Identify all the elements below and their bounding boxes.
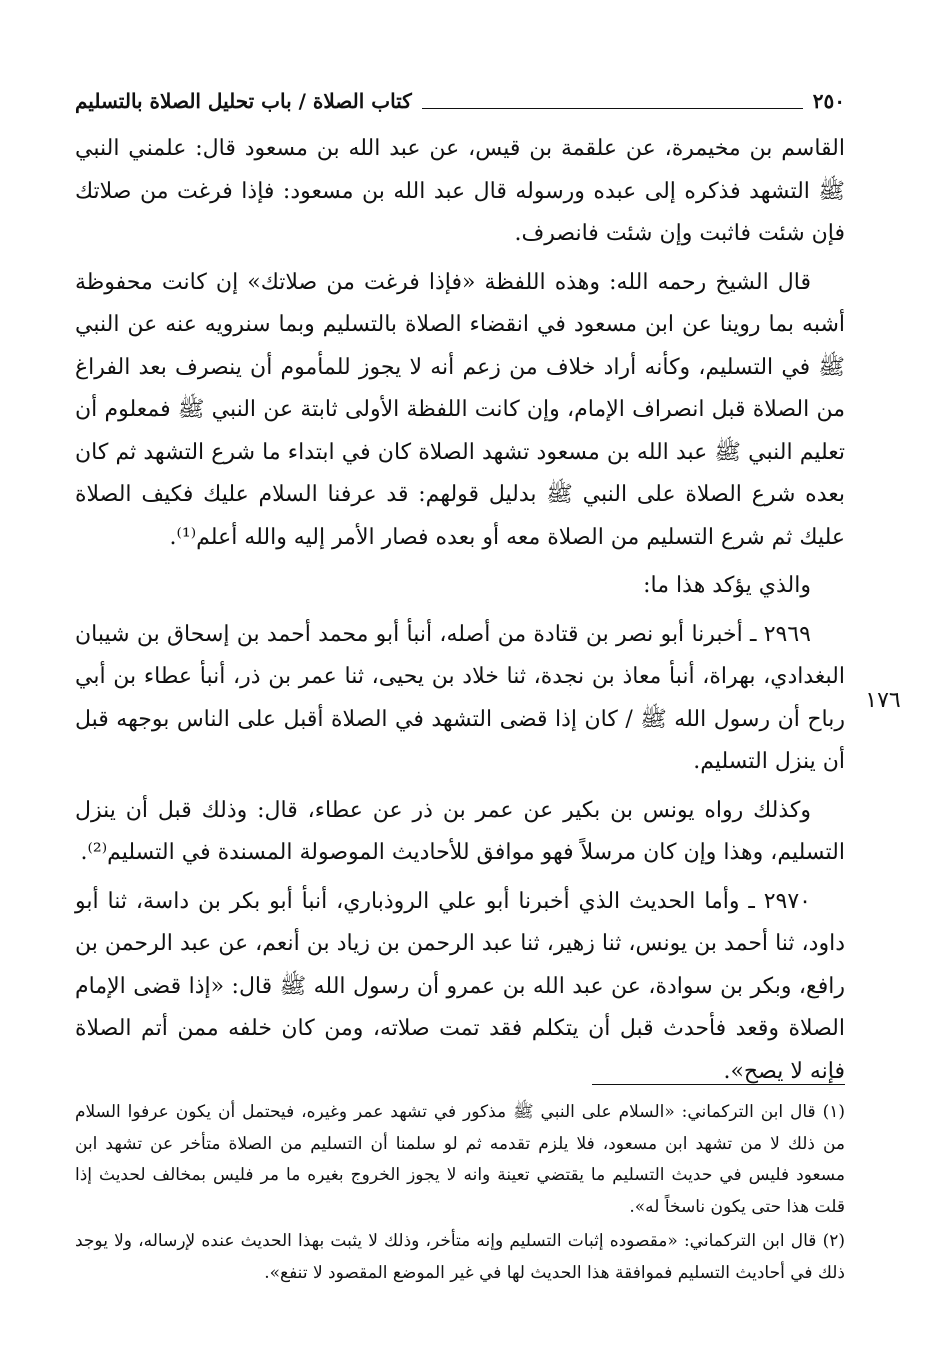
footnote-divider <box>592 1084 845 1085</box>
paragraph: والذي يؤكد هذا ما: <box>643 573 811 598</box>
main-text <box>75 128 845 1099</box>
margin-page-marker: ١٧٦ <box>865 688 901 713</box>
header-rule <box>422 94 803 109</box>
footnote-2: (٢) قال ابن التركماني: «مقصوده إثبات التسليم وإنه متأخر، وذلك لا يثبت بهذا الحديث عنده لإرساله، ولا يوجد ذلك في أحاديث التسليم فموافقة هذا الحديث لها في غير الموضع المقصود لا تنفع». <box>75 1231 845 1283</box>
running-header <box>75 84 845 118</box>
footnote-1: (١) قال ابن التركماني: «السلام على النبي ﷺ مذكور في تشهد عمر وغيره، فيحتمل أن يكون عرفوا السلام من ذلك لا من تشهد ابن مسعود، فلا يلزم تقدمه ثم لو سلمنا أن التسليم من الصلاة متأخر عن تشهد ابن مسعود فليس في حديث التسليم ما يقتضي تعينة وانه لا يجوز الخروج بغيره ما مر فليس بمخالف لحديث إذا قلت هذا حتى يكون ناسخاً له». <box>75 1102 845 1217</box>
paragraph: وكذلك رواه يونس بن بكير عن عمر بن ذر عن عطاء، قال: وذلك قبل أن ينزل التسليم، وهذا وإن كان مرسلاً فهو موافق للأحاديث الموصولة المسندة في التسليم⁽²⁾. <box>75 797 845 865</box>
footnotes <box>75 1097 845 1292</box>
page-number: ٢٥٠ <box>812 89 845 113</box>
hadith-2969: ٢٩٦٩ ـ أخبرنا أبو نصر بن قتادة من أصله، أنبأ أبو محمد أحمد بن إسحاق بن شيبان البغدادي، بهراة، أنبأ معاذ بن نجدة، ثنا خلاد بن يحيى، ثنا عمر بن ذر، أنبأ عطاء بن أبي رباح أن رسول الله ﷺ / كان إذا قضى التشهد في الصلاة أقبل على الناس بوجهه قبل أن ينزل التسليم. <box>75 621 845 774</box>
running-title: كتاب الصلاة / باب تحليل الصلاة بالتسليم <box>75 89 412 113</box>
paragraph: قال الشيخ رحمه الله: وهذه اللفظة «فإذا فرغت من صلاتك» إن كانت محفوظة أشبه بما روينا عن ابن مسعود في انقضاء الصلاة بالتسليم وبما سنرويه عنه عن النبي ﷺ في التسليم، وكأنه أراد خلاف من زعم أنه لا يجوز للمأموم أن ينصرف بعد الفراغ من الصلاة قبل انصراف الإمام، وإن كانت اللفظة الأولى ثابتة عن النبي ﷺ فمعلوم أن تعليم النبي ﷺ عبد الله بن مسعود تشهد الصلاة كان في ابتداء ما شرع التشهد ثم كان بعده شرع الصلاة على النبي ﷺ بدليل قولهم: قد عرفنا السلام عليك فكيف الصلاة عليك ثم شرع التسليم من الصلاة معه أو بعده فصار الأمر إليه والله أعلم⁽¹⁾. <box>75 269 845 550</box>
hadith-2970: ٢٩٧٠ ـ وأما الحديث الذي أخبرنا أبو علي الروذباري، أنبأ أبو بكر بن داسة، ثنا أبو داود، ثنا أحمد بن يونس، ثنا زهير، ثنا عبد الرحمن بن زياد بن أنعم، عن عبد الرحمن بن رافع، وبكر بن سوادة، عن عبد الله بن عمرو أن رسول الله ﷺ قال: «إذا قضى الإمام الصلاة وقعد فأحدث قبل أن يتكلم فقد تمت صلاته، ومن كان خلفه ممن أتم الصلاة فإنه لا يصح». <box>75 888 845 1084</box>
paragraph: القاسم بن مخيمرة، عن علقمة بن قيس، عن عبد الله بن مسعود قال: علمني النبي ﷺ التشهد فذكره إلى عبده ورسوله قال عبد الله بن مسعود: فإذا فرغت من صلاتك فإن شئت فاثبت وإن شئت فانصرف. <box>75 136 845 246</box>
